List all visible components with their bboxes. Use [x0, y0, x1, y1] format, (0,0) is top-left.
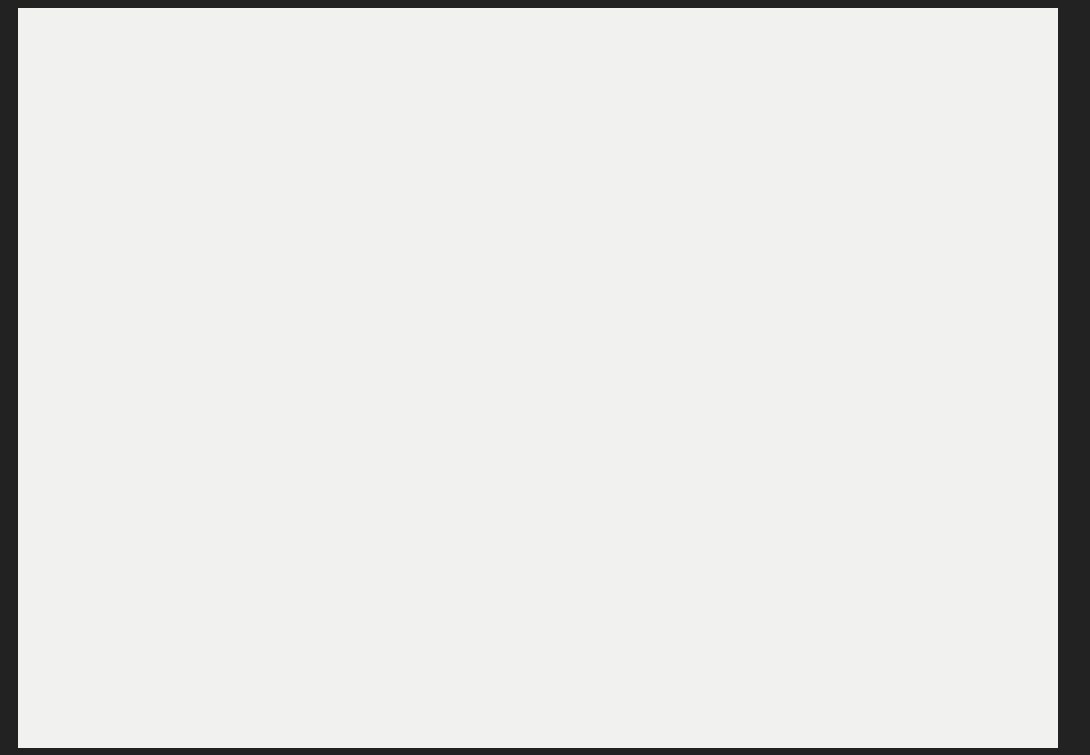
table-grid: [18, 8, 1058, 748]
census-sheet: [18, 8, 1058, 748]
